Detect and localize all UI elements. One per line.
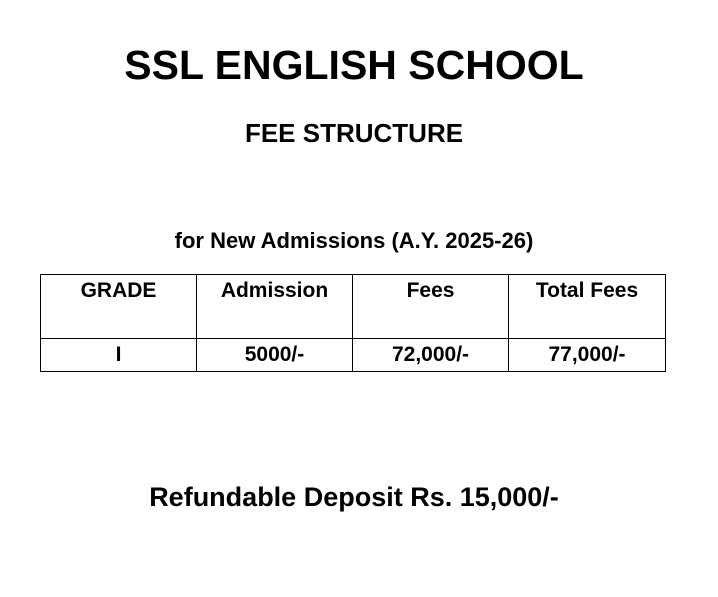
header-admission: Admission [197, 275, 353, 339]
header-fees: Fees [353, 275, 509, 339]
cell-total-fees: 77,000/- [509, 339, 666, 372]
table-header-row [41, 275, 666, 339]
header-grade: GRADE [41, 275, 197, 339]
cell-fees: 72,000/- [353, 339, 509, 372]
fee-table [40, 274, 666, 372]
refundable-deposit: Refundable Deposit Rs. 15,000/- [149, 482, 559, 512]
table-caption: for New Admissions (A.Y. 2025-26) [174, 228, 534, 253]
cell-admission: 5000/- [197, 339, 353, 372]
cell-grade: I [41, 339, 197, 372]
school-name: SSL ENGLISH SCHOOL [124, 42, 584, 88]
fee-structure-heading: FEE STRUCTURE [244, 118, 464, 148]
header-total-fees: Total Fees [509, 275, 666, 339]
table-row [41, 339, 666, 372]
